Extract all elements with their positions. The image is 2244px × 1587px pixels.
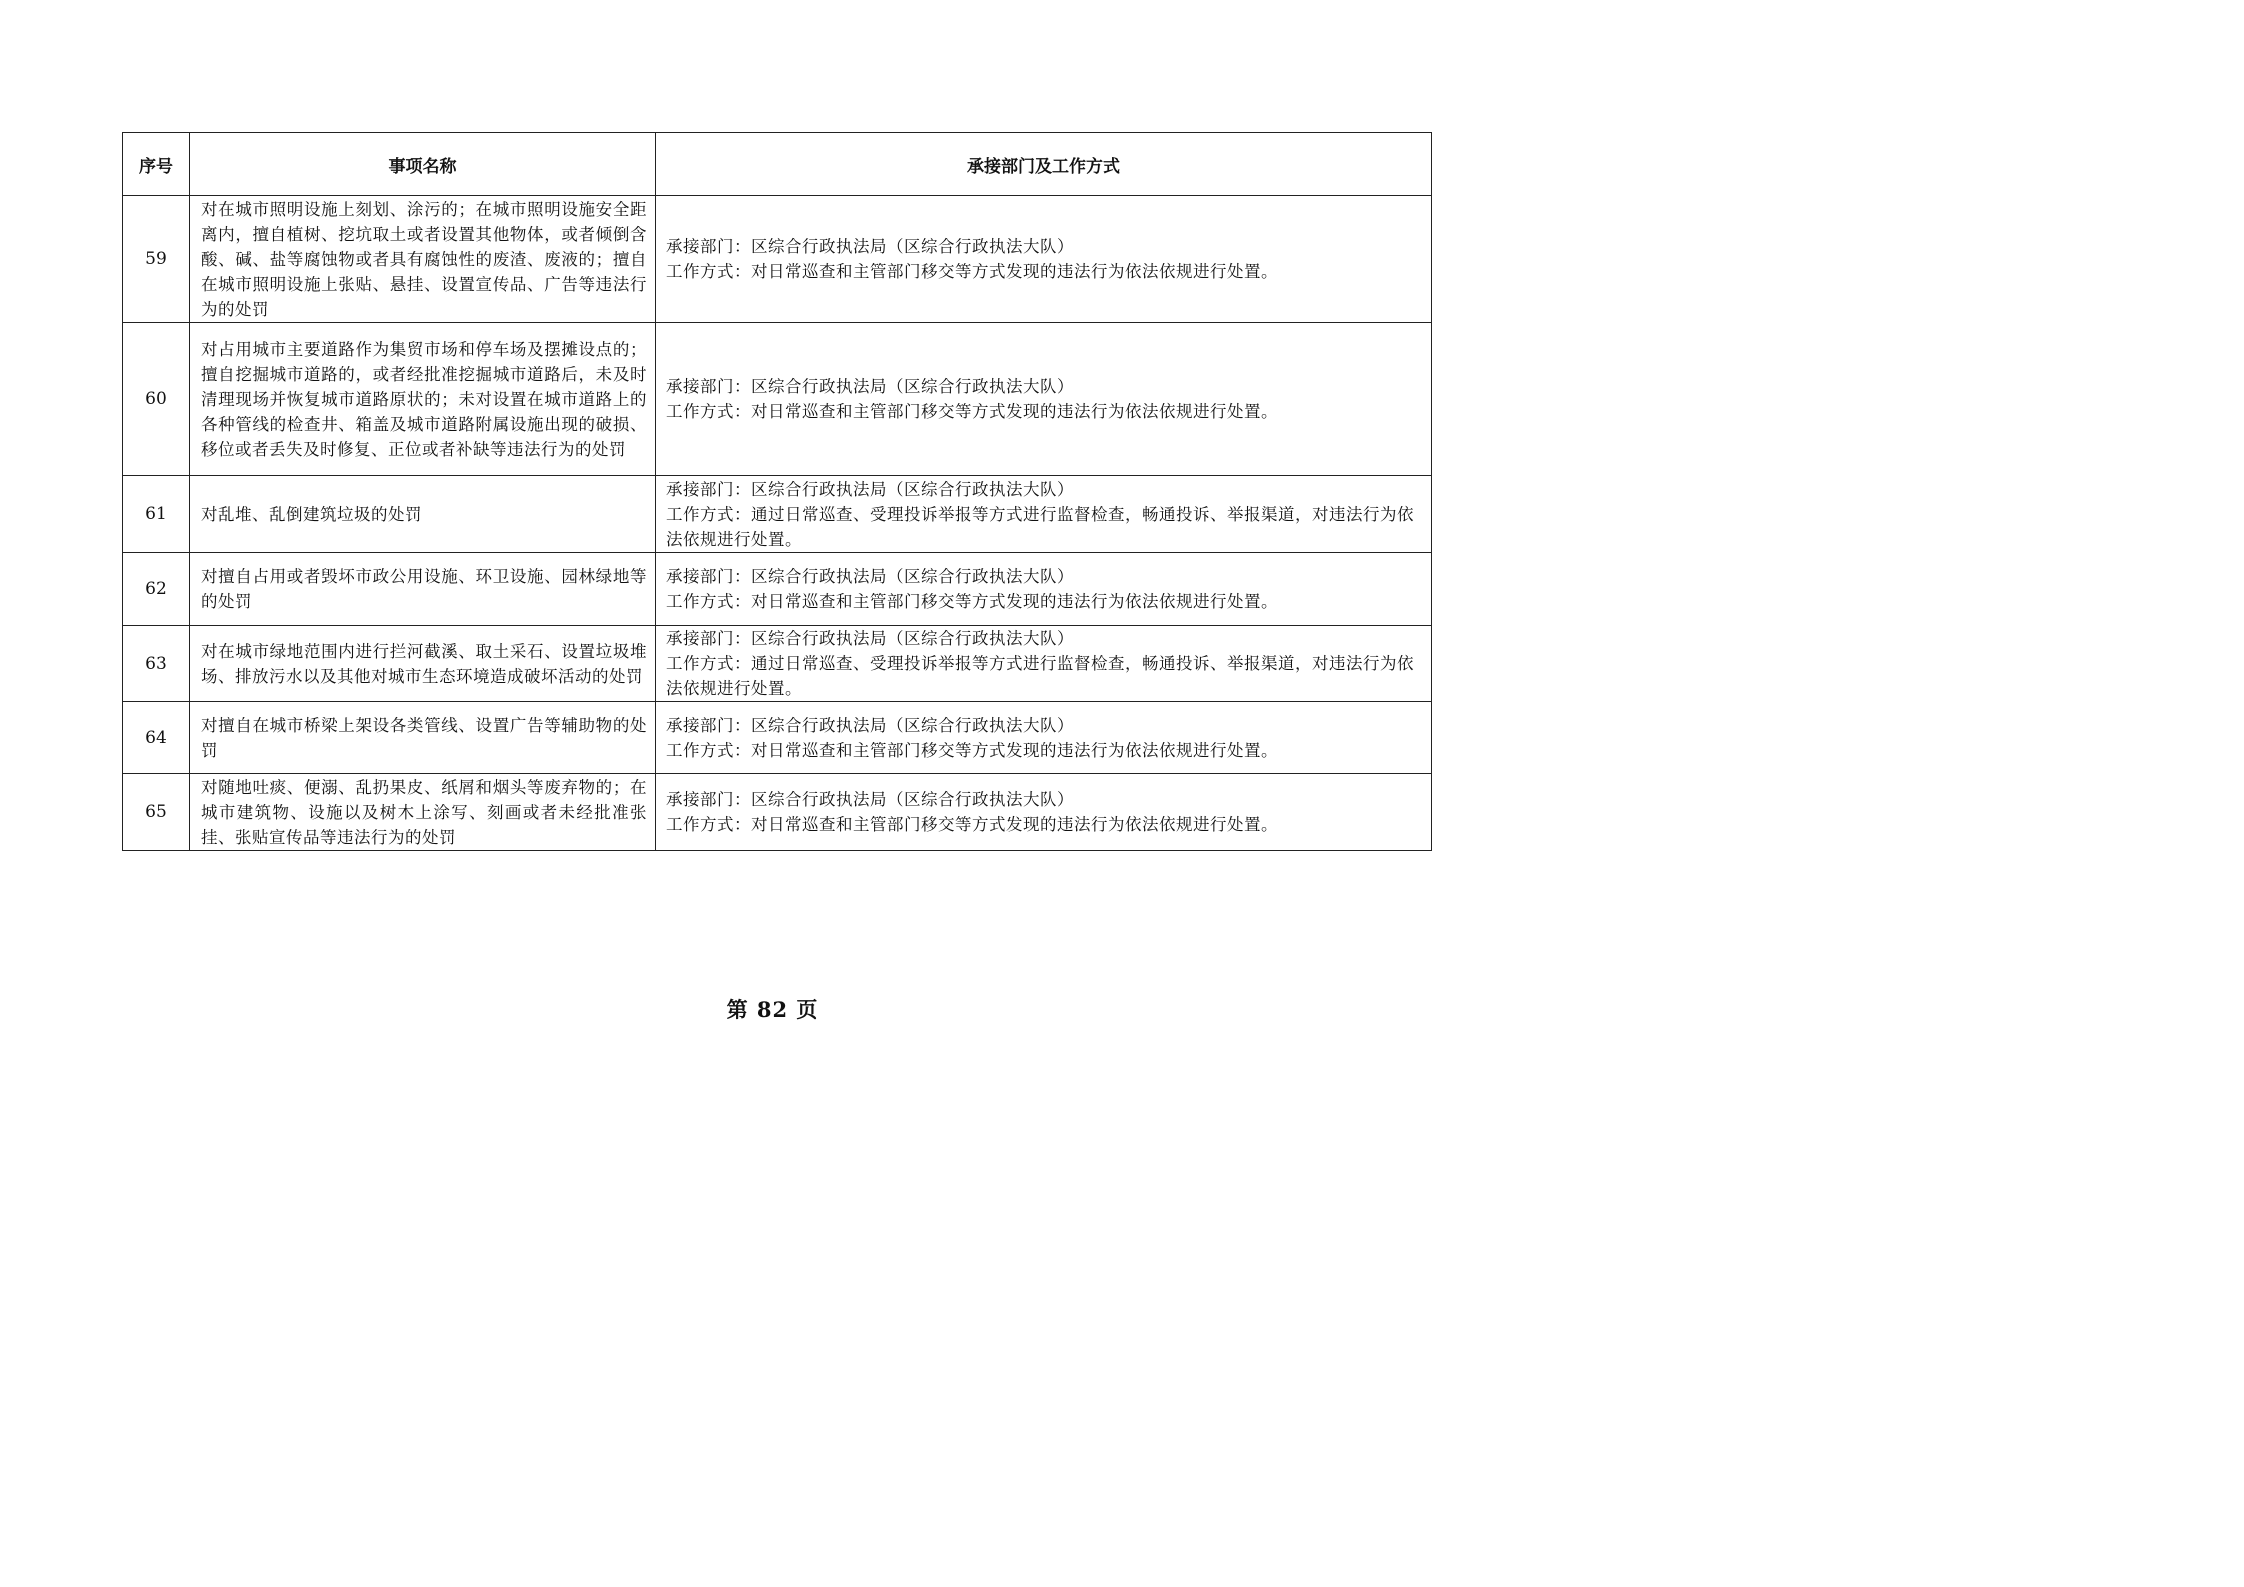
table-row [123,323,1432,476]
row-method: 工作方式：对日常巡查和主管部门移交等方式发现的违法行为依法依规进行处置。 [666,262,1278,281]
table-row [123,626,1432,702]
header-item-name: 事项名称 [190,133,656,196]
row-number: 65 [123,774,190,851]
row-department: 承接部门：区综合行政执法局（区综合行政执法大队） [666,479,1074,499]
row-item-name: 对随地吐痰、便溺、乱扔果皮、纸屑和烟头等废弃物的；在城市建筑物、设施以及树木上涂写、刻画或者未经批准张挂、张贴宣传品等违法行为的处罚 [190,774,656,851]
row-item-name: 对擅自在城市桥梁上架设各类管线、设置广告等辅助物的处罚 [190,702,656,774]
table-row [123,476,1432,553]
row-number: 62 [123,553,190,626]
row-method: 工作方式：通过日常巡查、受理投诉举报等方式进行监督检查，畅通投诉、举报渠道，对违法行为依法依规进行处置。 [666,654,1414,698]
row-method: 工作方式：对日常巡查和主管部门移交等方式发现的违法行为依法依规进行处置。 [666,592,1278,611]
row-department-method [656,626,1432,702]
header-serial: 序号 [123,133,190,196]
row-method: 工作方式：通过日常巡查、受理投诉举报等方式进行监督检查，畅通投诉、举报渠道，对违法行为依法依规进行处置。 [666,504,1414,549]
page-number: 第 82 页 [726,997,819,1022]
row-item-name: 对乱堆、乱倒建筑垃圾的处罚 [190,476,656,553]
row-department: 承接部门：区综合行政执法局（区综合行政执法大队） [666,377,1074,396]
row-item-name: 对擅自占用或者毁坏市政公用设施、环卫设施、园林绿地等的处罚 [190,553,656,626]
row-item-name: 对在城市绿地范围内进行拦河截溪、取土采石、设置垃圾堆场、排放污水以及其他对城市生态环境造成破坏活动的处罚 [190,626,656,702]
row-department: 承接部门：区综合行政执法局（区综合行政执法大队） [666,715,1074,735]
row-number: 61 [123,476,190,553]
row-department-method [656,323,1432,476]
table-row [123,196,1432,323]
row-department: 承接部门：区综合行政执法局（区综合行政执法大队） [666,790,1074,809]
table-row [123,553,1432,626]
header-department-method: 承接部门及工作方式 [656,133,1432,196]
row-department: 承接部门：区综合行政执法局（区综合行政执法大队） [666,567,1074,586]
row-method: 工作方式：对日常巡查和主管部门移交等方式发现的违法行为依法依规进行处置。 [666,402,1278,421]
row-number: 59 [123,196,190,323]
row-department-method [656,702,1432,774]
row-number: 64 [123,702,190,774]
items-table [122,132,1432,851]
table-row [123,702,1432,774]
row-number: 60 [123,323,190,476]
row-number: 63 [123,626,190,702]
row-department-method [656,196,1432,323]
row-method: 工作方式：对日常巡查和主管部门移交等方式发现的违法行为依法依规进行处置。 [666,815,1278,834]
row-item-name: 对占用城市主要道路作为集贸市场和停车场及摆摊设点的；擅自挖掘城市道路的，或者经批准挖掘城市道路后，未及时清理现场并恢复城市道路原状的；未对设置在城市道路上的各种管线的检查井、箱盖及城市道路附属设施出现的破损、移位或者丢失及时修复、正位或者补缺等违法行为的处罚 [190,323,656,476]
table-header-row [123,133,1432,196]
row-method: 工作方式：对日常巡查和主管部门移交等方式发现的违法行为依法依规进行处置。 [666,740,1278,760]
row-department-method [656,553,1432,626]
row-department-method [656,476,1432,553]
row-department: 承接部门：区综合行政执法局（区综合行政执法大队） [666,237,1074,256]
table-row [123,774,1432,851]
row-department-method [656,774,1432,851]
row-item-name: 对在城市照明设施上刻划、涂污的；在城市照明设施安全距离内，擅自植树、挖坑取土或者设置其他物体，或者倾倒含酸、碱、盐等腐蚀物或者具有腐蚀性的废渣、废液的；擅自在城市照明设施上张贴、悬挂、设置宣传品、广告等违法行为的处罚 [190,196,656,323]
row-department: 承接部门：区综合行政执法局（区综合行政执法大队） [666,629,1074,648]
